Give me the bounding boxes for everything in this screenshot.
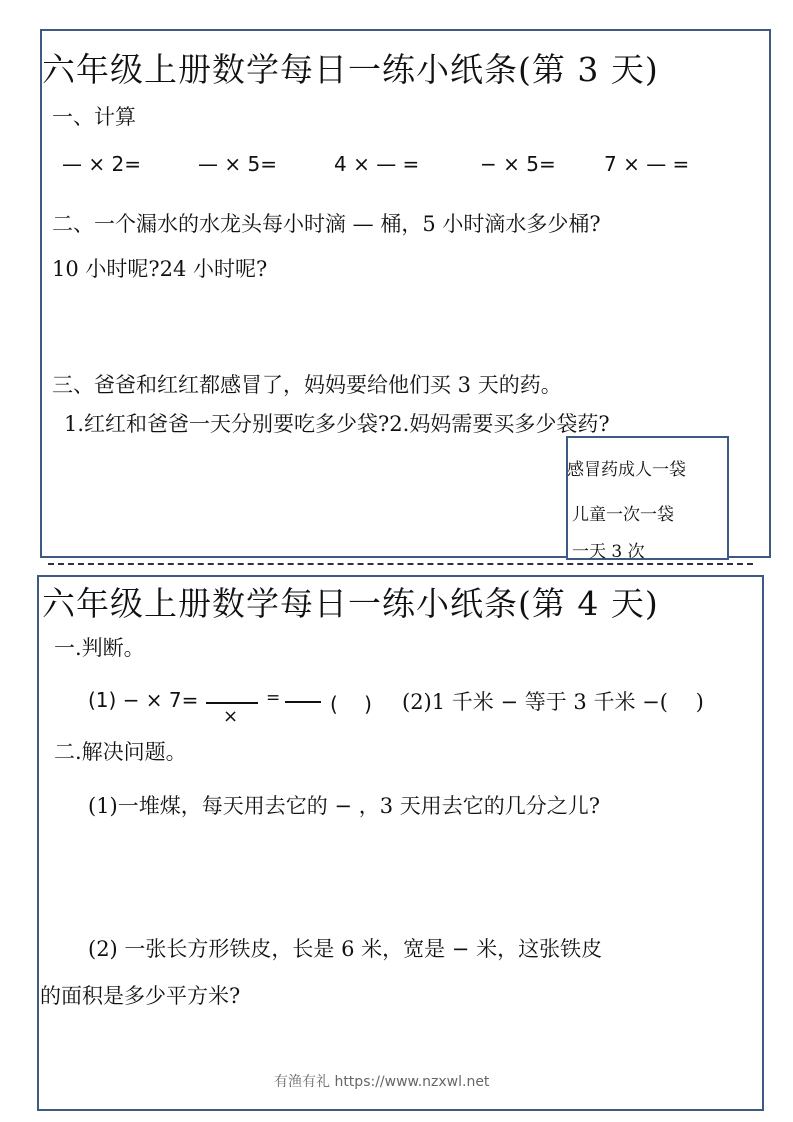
day3-q1-heading: 一、计算 <box>52 105 136 129</box>
medicine-line-3: 一天 3 次 <box>572 542 645 562</box>
solve-q1: (1)一堆煤，每天用去它的 − ，3 天用去它的几分之儿? <box>88 794 600 818</box>
medicine-line-2: 儿童一次一袋 <box>572 505 674 525</box>
day3-q3-line2: 1.红红和爸爸一天分别要吃多少袋?2.妈妈需要买多少袋药? <box>64 412 610 436</box>
day4-title: 六年级上册数学每日一练小纸条(第 4 天) <box>42 584 659 623</box>
calc-item-2: — × 5= <box>198 152 277 176</box>
footer-watermark: 有渔有礼 https://www.nzxwl.net <box>274 1074 490 1090</box>
judge-q2: (2)1 千米 − 等于 3 千米 −( ) <box>402 690 704 714</box>
calc-item-5: 7 × — = <box>604 152 690 176</box>
day4-judge-heading: 一.判断。 <box>54 636 145 660</box>
day4-solve-heading: 二.解决问题。 <box>54 740 187 764</box>
calc-item-1: — × 2= <box>62 152 141 176</box>
day4-card <box>37 575 764 1111</box>
judge-q1-eq: = <box>266 688 281 708</box>
medicine-line-1: 感冒药成人一袋 <box>567 460 686 480</box>
calc-item-3: 4 × — = <box>334 152 420 176</box>
solve-q2-line1: (2) 一张长方形铁皮，长是 6 米，宽是 − 米，这张铁皮 <box>88 937 603 961</box>
calc-item-4: − × 5= <box>480 152 556 176</box>
day3-q2-line2: 10 小时呢?24 小时呢? <box>52 257 268 281</box>
judge-q1-answer-line <box>285 701 321 703</box>
judge-q1: (1) − × 7= <box>88 688 199 712</box>
judge-q1-fraction-line <box>206 702 258 704</box>
cut-line-divider <box>48 563 753 565</box>
judge-q1-times: × <box>223 706 239 727</box>
day3-q3-line1: 三、爸爸和红红都感冒了，妈妈要给他们买 3 天的药。 <box>52 373 562 397</box>
day3-q2-line1: 二、一个漏水的水龙头每小时滴 — 桶，5 小时滴水多少桶? <box>52 212 601 236</box>
judge-q1-paren[interactable]: ( ) <box>330 692 372 716</box>
day3-title: 六年级上册数学每日一练小纸条(第 3 天) <box>42 50 659 89</box>
solve-q2-line2: 的面积是多少平方米? <box>40 984 241 1008</box>
